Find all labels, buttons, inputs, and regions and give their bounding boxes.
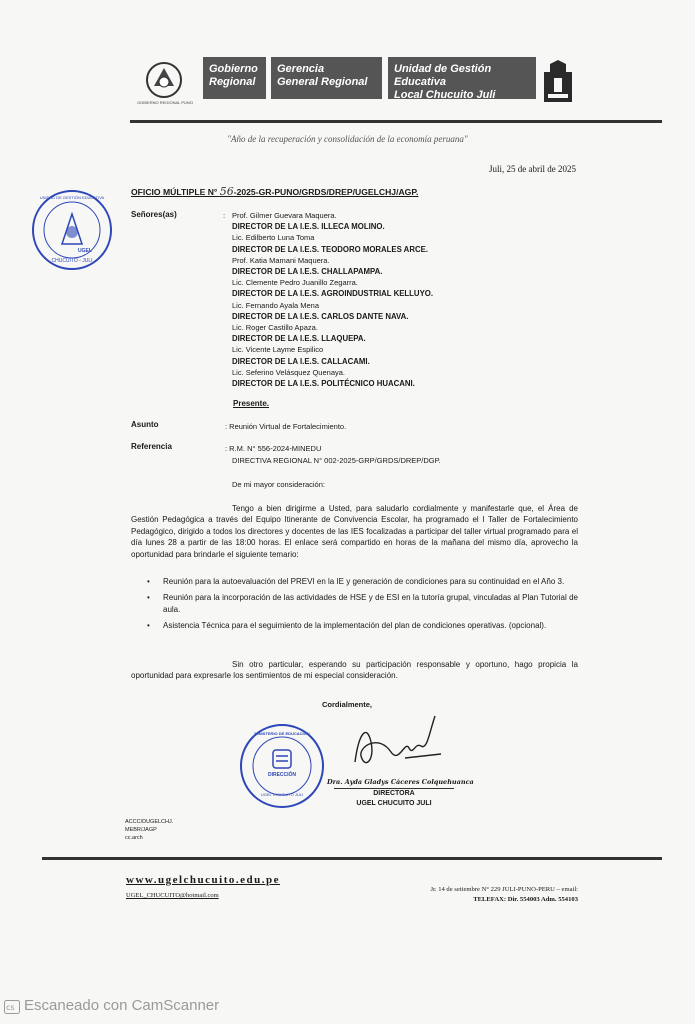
topic-item: • Asistencia Técnica para el seguimiento de la implementación del plan de condiciones operativas. (opcional). bbox=[147, 620, 578, 631]
svg-text:cs: cs bbox=[6, 1003, 15, 1012]
banner-ugel-text: Unidad de Gestión Educativa Local Chucuito Juli bbox=[394, 63, 496, 101]
ref-line: MEBR/JAGP bbox=[125, 827, 157, 833]
stamp-ugel-text: UGEL CHUCUITO JULI bbox=[260, 792, 304, 797]
banner-gobierno-regional bbox=[203, 57, 266, 99]
recipient-name: Lic. Vicente Layme Espilico bbox=[232, 345, 324, 355]
topics-list bbox=[147, 576, 578, 637]
recipient-role: DIRECTOR DE LA I.E.S. CHALLAPAMPA. bbox=[232, 267, 383, 277]
signer-org: UGEL CHUCUITO JULI bbox=[356, 800, 432, 807]
footer-phone: TELEFAX: Dir. 554003 Adm. 554103 bbox=[473, 896, 578, 903]
greeting: De mi mayor consideración: bbox=[232, 480, 325, 489]
stamp-ministry-text: MINISTERIO DE EDUCACIÓN bbox=[254, 731, 310, 736]
stamp-center-text: UGEL bbox=[78, 248, 92, 254]
recipient-role: DIRECTOR DE LA I.E.S. CARLOS DANTE NAVA. bbox=[232, 311, 409, 321]
referencia-line-1: : R.M. N° 556-2024-MINEDU bbox=[225, 444, 322, 453]
presente-label: Presente. bbox=[233, 399, 270, 408]
ref-line: cc.arch bbox=[125, 835, 143, 841]
left-logo-caption: GOBIERNO REGIONAL PUNO bbox=[137, 100, 193, 105]
recipient-name: Lic. Edilberto Luna Toma bbox=[232, 233, 315, 243]
recipient-name: Lic. Seferino Velásquez Quenaya. bbox=[232, 367, 345, 377]
recipient-role: DIRECTOR DE LA I.E.S. LLAQUEPA. bbox=[232, 334, 366, 344]
recipient-name: Prof. Katia Mamani Maquera. bbox=[232, 255, 330, 265]
recipient-name: Prof. Gilmer Guevara Maquera. bbox=[232, 211, 337, 220]
banner-ugel bbox=[388, 57, 536, 99]
recipient-name: Lic. Clemente Pedro Juanillo Zegarra. bbox=[232, 278, 358, 288]
oficio-number bbox=[131, 185, 418, 198]
camscanner-icon bbox=[4, 1000, 20, 1014]
year-motto: "Año de la recuperación y consolidación de la economía peruana" bbox=[227, 134, 468, 144]
recipient-name: Lic. Fernando Ayala Mena bbox=[232, 300, 320, 310]
footer-rule bbox=[42, 857, 662, 860]
signature-line bbox=[334, 788, 454, 789]
internal-refs bbox=[125, 818, 173, 842]
footer-email: UGEL_CHUCUITO@hotmail.com bbox=[126, 892, 219, 899]
recipient-role: DIRECTOR DE LA I.E.S. AGROINDUSTRIAL KELLUYO. bbox=[232, 289, 433, 299]
asunto-label: Asunto bbox=[131, 420, 159, 429]
banner-gobierno-regional-text: Gobierno Regional bbox=[209, 63, 258, 88]
banner-gerencia bbox=[271, 57, 382, 99]
document-date: Juli, 25 de abril de 2025 bbox=[489, 164, 576, 174]
direccion-stamp bbox=[240, 724, 324, 808]
footer-website: www.ugelchucuito.edu.pe bbox=[126, 874, 280, 886]
oficio-suffix: -2025-GR-PUNO/GRDS/DREP/UGELCHJ/AGP. bbox=[233, 187, 419, 197]
asunto-text: : Reunión Virtual de Fortalecimiento. bbox=[225, 422, 347, 431]
stamp-top-text: UNIDAD DE GESTIÓN EDUCATIVA bbox=[39, 195, 105, 200]
ugel-logo bbox=[540, 58, 576, 104]
oficio-handwritten-number: 56 bbox=[219, 185, 234, 198]
stamp-direccion-text: DIRECCIÓN bbox=[267, 772, 297, 778]
recipients-list bbox=[232, 210, 433, 389]
senores-label: Señores(as) bbox=[131, 210, 177, 219]
banner-gerencia-text: Gerencia General Regional bbox=[277, 63, 368, 88]
recipient-role: DIRECTOR DE LA I.E.S. ILLECA MOLINO. bbox=[232, 222, 385, 232]
ugel-stamp bbox=[32, 190, 112, 270]
closing: Cordialmente, bbox=[322, 700, 373, 709]
stamp-bottom-text: CHUCUITO - JULI bbox=[51, 258, 93, 264]
recipients-colon: : bbox=[223, 211, 226, 220]
regional-government-logo bbox=[142, 58, 186, 102]
topic-item: • Reunión para la autoevaluación del PREVI en la IE y generación de condiciones para su continuidad en el Año 3. bbox=[147, 576, 578, 587]
footer-address bbox=[360, 885, 578, 905]
ref-line: ACCC/DUGELCHJ. bbox=[125, 819, 174, 825]
oficio-prefix: OFICIO MÚLTIPLE N° bbox=[131, 187, 220, 197]
header-rule bbox=[130, 120, 662, 123]
recipient-name: Lic. Roger Castillo Apaza. bbox=[232, 323, 318, 333]
stamp-ring-icon bbox=[34, 192, 110, 268]
recipient-role: DIRECTOR DE LA I.E.S. CALLACAMI. bbox=[232, 356, 370, 366]
handwritten-signature bbox=[345, 712, 455, 776]
body-paragraph-1: Tengo a bien dirigirme a Usted, para saludarlo cordialmente y manifestarle que, el Área de Gestión Pedagógica a través del Equipo Itinerante de Convivencia Escolar, ha programado el I Taller de Fortalecimiento Pedagógico, dirigido a todos los directores y docentes de las IES focalizadas a participar del taller virtual programado para el día lunes 28 a partir de las 18:00 horas. El enlace será compartido en horas de la mañana del mismo día, aprovecho la oportunidad para brindarle el siguiente temario: bbox=[131, 504, 578, 559]
footer-address-line: Jr. 14 de setiembre N° 229 JULI-PUNO-PERU – email: bbox=[430, 886, 578, 893]
referencia-line-2: DIRECTIVA REGIONAL N° 002-2025-GRP/GRDS/DREP/DGP. bbox=[232, 456, 441, 465]
recipient-role: DIRECTOR DE LA I.E.S. TEODORO MORALES ARCE. bbox=[232, 244, 428, 254]
scanner-watermark: Escaneado con CamScanner bbox=[24, 997, 220, 1014]
signer-title: DIRECTORA bbox=[373, 790, 415, 797]
body-paragraph-2: Sin otro particular, esperando su participación responsable y oportuno, hago propicia la oportunidad para expresarle los sentimientos de mi especial consideración. bbox=[131, 660, 578, 681]
topic-item: • Reunión para la incorporación de las actividades de HSE y de ESI en la tutoría grupal, vinculadas al Plan Tutorial de aula. bbox=[147, 592, 578, 615]
signer-name: Dra. Ayda Gladys Cáceres Colquehuanca bbox=[327, 778, 474, 786]
recipient-role: DIRECTOR DE LA I.E.S. POLITÉCNICO HUACANI. bbox=[232, 379, 415, 389]
referencia-label: Referencia bbox=[131, 442, 172, 451]
